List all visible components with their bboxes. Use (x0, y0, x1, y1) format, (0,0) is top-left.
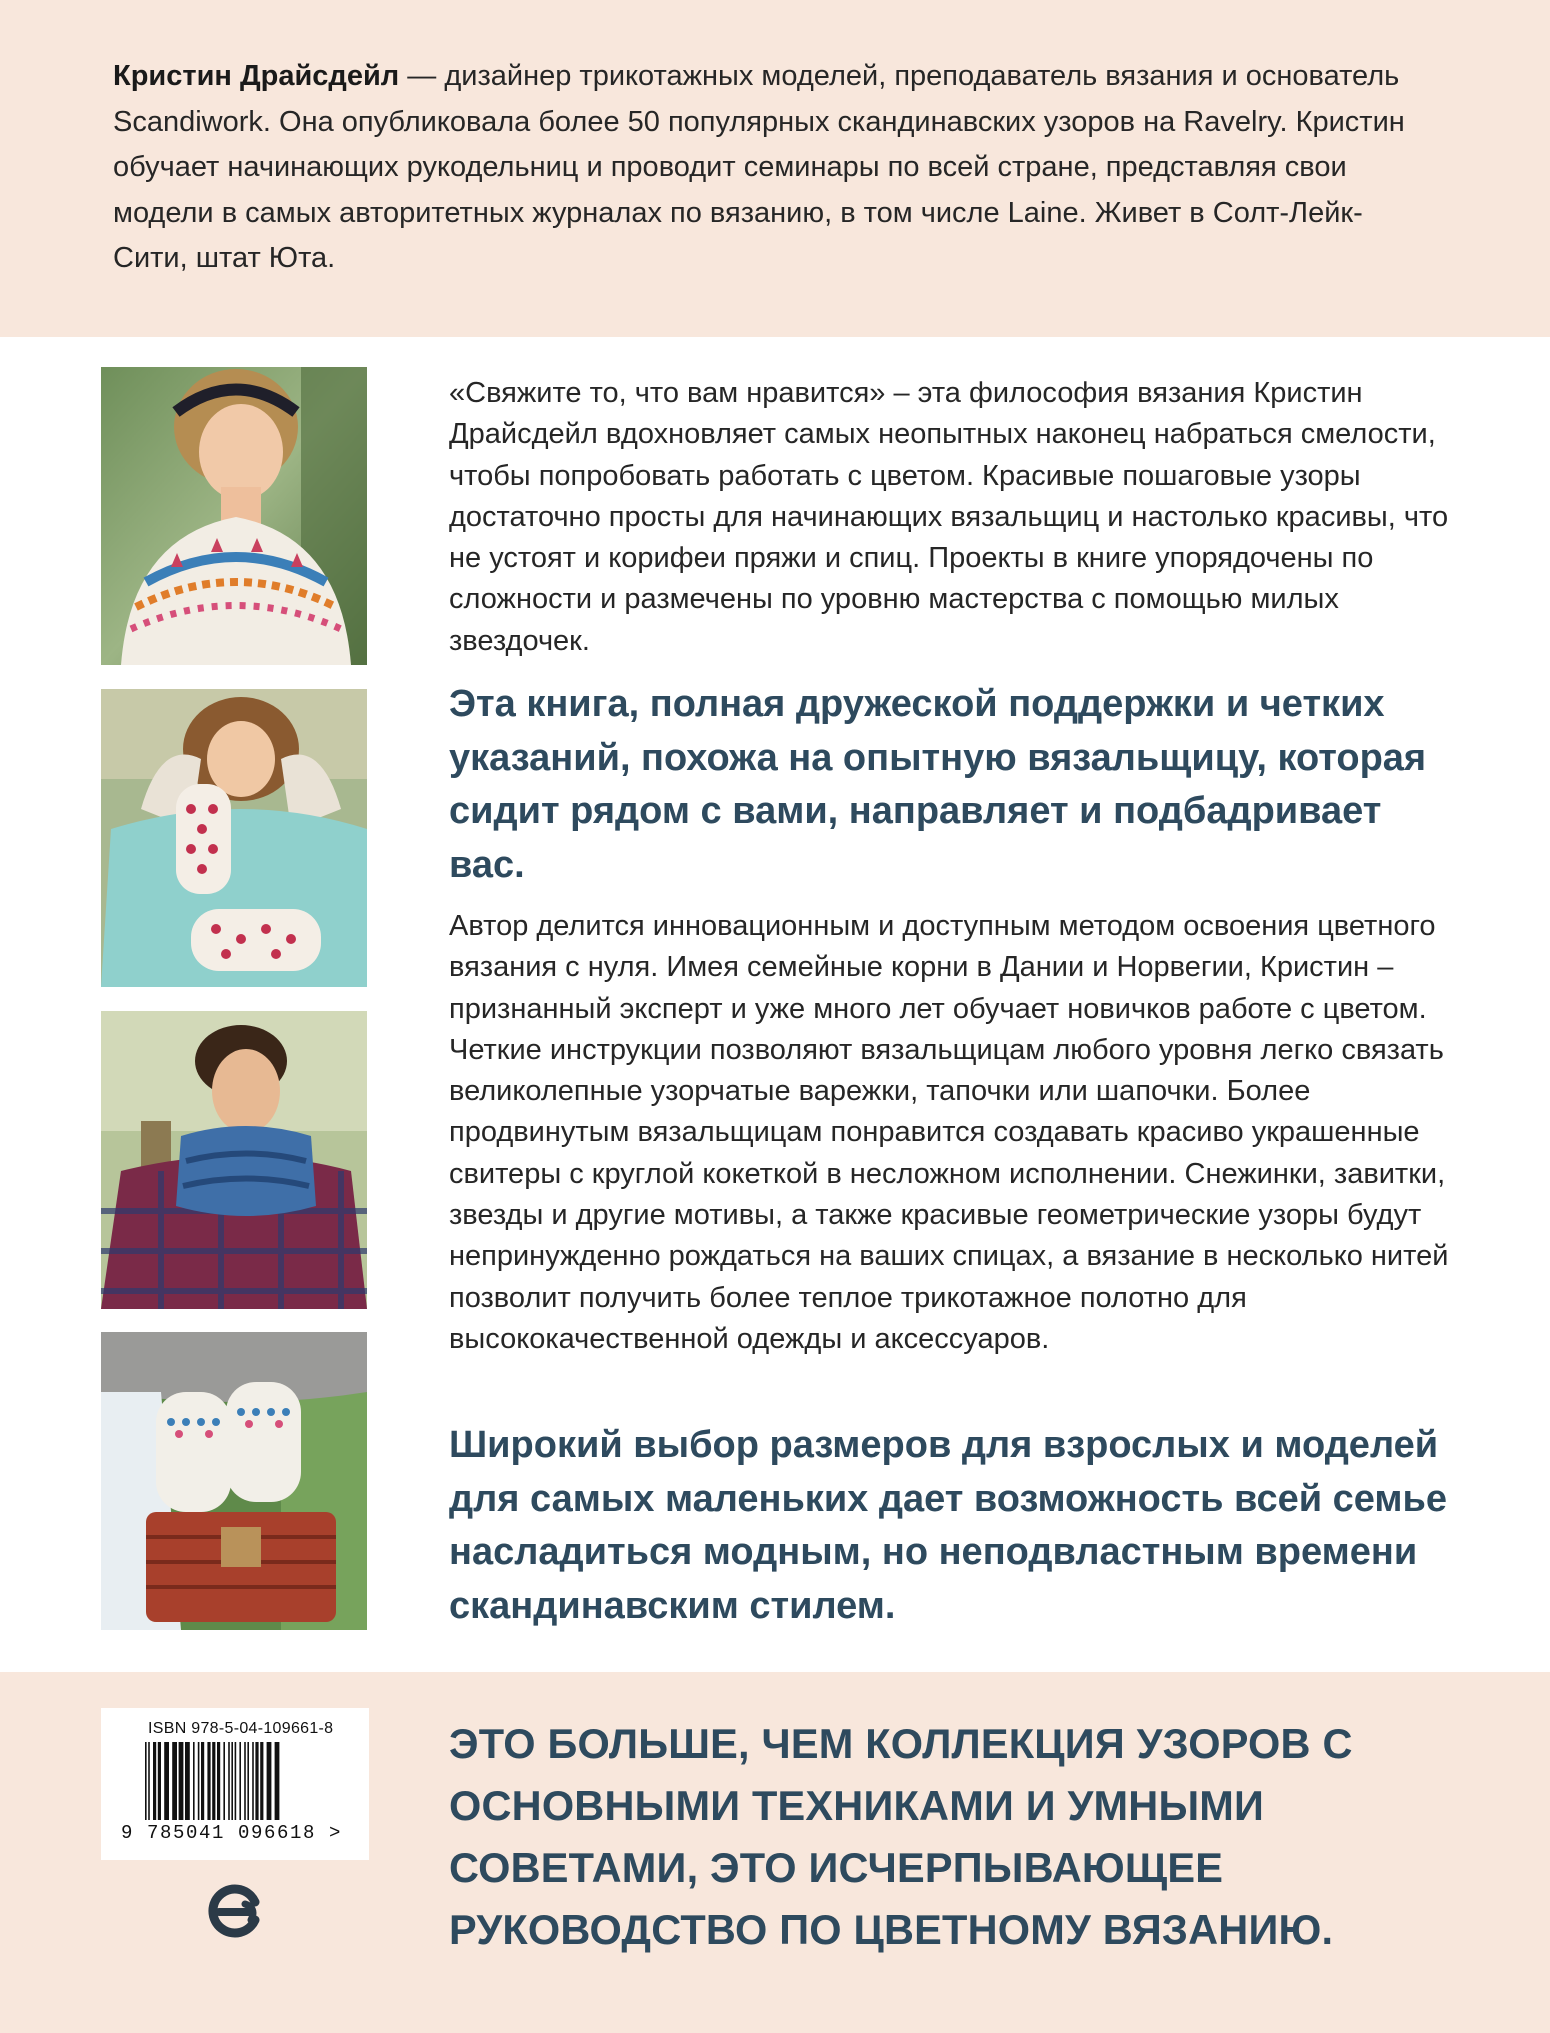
barcode-bar (267, 1742, 272, 1820)
barcode-bar (185, 1742, 190, 1820)
barcode-bar (260, 1742, 263, 1820)
barcode-bar (148, 1742, 150, 1820)
barcode-bar (158, 1742, 161, 1820)
barcode-bar (252, 1742, 254, 1820)
barcode-bar (193, 1742, 195, 1820)
barcode-bar (223, 1742, 225, 1820)
barcode-bar (247, 1742, 249, 1820)
description-paragraph: Автор делится инновационным и доступным методом освоения цветного вязания с нуля. Имея семейные корни в Дании и Норвегии, Кристин – признанный эксперт и уже много лет обучает новичков работе с цветом. Четкие инструкции позволяют вязальщицам любого уровня легко связать великолепные узорчатые варежки, тапочки или шапочки. Более продвинутым вязальщицам понравится создавать красиво украшенные свитеры с круглой кокеткой в несложном исполнении. Снежинки, завитки, звезды и другие мотивы, а также красивые геометрические узоры будут непринужденно рождаться на ваших спицах, а вязание в несколько нитей позволит получить более теплое трикотажное полотно для высококачественной одежды и аксессуаров. (449, 910, 1449, 1355)
barcode-bars (141, 1742, 341, 1822)
barcode-bar (217, 1742, 220, 1820)
barcode-bar (145, 1742, 147, 1820)
barcode-bar (201, 1742, 204, 1820)
isbn-label: ISBN 978-5-04-109661-8 (148, 1720, 334, 1737)
pull-quote-support: Эта книга, полная дружеской поддержки и четких указаний, похожа на опытную вязальщицу, которая сидит рядом с вами, направляет и подбадривает вас. (449, 683, 1427, 886)
barcode-bar (275, 1742, 280, 1820)
barcode-bar (231, 1742, 233, 1820)
woman-mittens-photo (101, 689, 367, 987)
barcode-bar (239, 1742, 241, 1820)
barcode-bar (172, 1742, 177, 1820)
publisher-logo (205, 1880, 269, 1944)
woman-sweater-photo (101, 367, 367, 665)
barcode-bar (228, 1742, 230, 1820)
man-cowl-photo (101, 1011, 367, 1309)
author-bio-text: — дизайнер трикотажных моделей, преподаватель вязания и основатель Scandiwork. Она опубликовала более 50 популярных скандинавских узоров на Ravelry. Кристин обучает начинающих рукодельниц и проводит семинары по всей стране, представляя свои модели в самых авторитетных журналах по вязанию, в том числе Laine. Живет в Солт-Лейк-Сити, штат Юта. (113, 60, 1405, 274)
barcode-bar (212, 1742, 215, 1820)
author-name: Кристин Драйсдейл (113, 60, 400, 92)
barcode-digits: 9 785041 096618 > (121, 1822, 343, 1844)
author-bio (113, 54, 1413, 282)
barcode-bar (207, 1742, 210, 1820)
barcode-bar (244, 1742, 246, 1820)
mittens-basket-photo (101, 1332, 367, 1630)
barcode-bar (235, 1742, 237, 1820)
intro-paragraph: «Свяжите то, что вам нравится» – эта философия вязания Кристин Драйсдейл вдохновляет самых неопытных наконец набраться смелости, чтобы попробовать работать с цветом. Красивые пошаговые узоры достаточно просты для начинающих вязальщиц и настолько красивы, что не устоят и корифеи пряжи и спиц. Проекты в книге упорядочены по сложности и размечены по уровню мастерства с помощью милых звездочек. (449, 377, 1449, 657)
barcode-bar (179, 1742, 184, 1820)
closing-statement: ЭТО БОЛЬШЕ, ЧЕМ КОЛЛЕКЦИЯ УЗОРОВ С ОСНОВНЫМИ ТЕХНИКАМИ И УМНЫМИ СОВЕТАМИ, ЭТО ИСЧЕРПЫВАЮЩЕЕ РУКОВОДСТВО ПО ЦВЕТНОМУ ВЯЗАНИЮ. (449, 1720, 1353, 1953)
barcode-bar (164, 1742, 169, 1820)
barcode-bar (198, 1742, 200, 1820)
pull-quote-sizes: Широкий выбор размеров для взрослых и моделей для самых маленьких дает возможность всей семье насладиться модным, но неподвластным времени скандинавским стилем. (449, 1424, 1448, 1627)
barcode (101, 1708, 369, 1860)
barcode-bar (153, 1742, 156, 1820)
barcode-bar (255, 1742, 258, 1820)
